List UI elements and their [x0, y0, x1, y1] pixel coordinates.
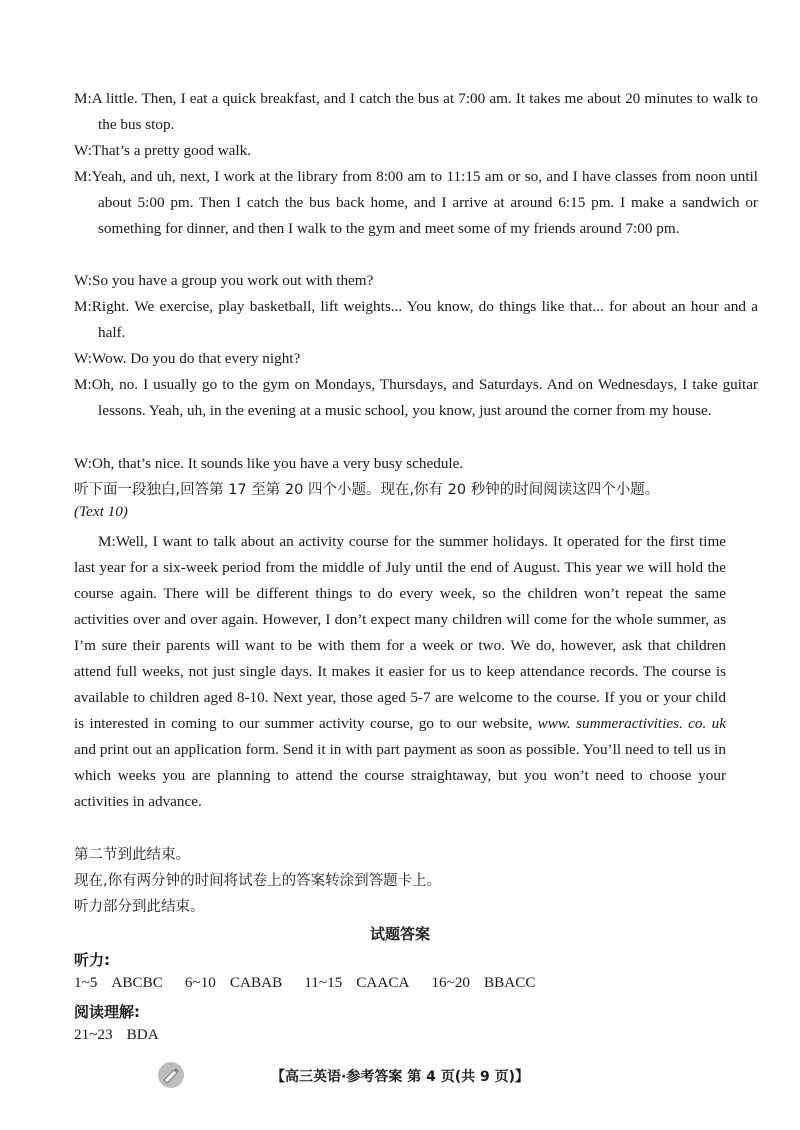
speaker-label: W: — [74, 455, 92, 472]
answer-range: 21~23 — [74, 1026, 113, 1043]
answers-title: 试题答案 — [369, 925, 430, 943]
answer-letters: CABAB — [229, 974, 283, 991]
monologue-part2: and print out an application form. Send it in with part payment as soon as possible. You’ll need to tell us in which weeks you are planning to attend the course straightaway, but you won’t need to choose your activities in advance. — [74, 741, 726, 810]
dialogue-text: Yeah, and uh, next, I work at the library from 8:00 am to 11:15 am or so, and I have classes from noon until about 5:00 pm. Then I catch the bus back home, and I arrive at around 6:15 pm. I make a sandwich or something for dinner, and then I walk to the gym and meet some of my friends around 7:00 pm. — [91, 168, 758, 237]
speaker-label: M: — [74, 376, 92, 393]
dialogue-line — [74, 268, 758, 294]
speaker-label: M: — [74, 168, 92, 185]
dialogue-line — [74, 138, 758, 164]
end-section: 第二节到此结束。 — [74, 847, 190, 863]
reading-answers — [74, 1026, 181, 1044]
answer-letters: BDA — [126, 1026, 159, 1043]
dialogue-line — [74, 294, 758, 346]
speaker-label: M: — [74, 298, 92, 315]
dialogue-line — [74, 372, 758, 424]
dialogue-line — [74, 346, 758, 372]
reading-label: 阅读理解: — [74, 1003, 140, 1021]
dialogue-text: Wow. Do you do that every night? — [92, 350, 301, 367]
dialogue-line — [74, 451, 758, 477]
listening-label: 听力: — [74, 951, 110, 969]
dialogue-text: A little. Then, I eat a quick breakfast, and I catch the bus at 7:00 am. It takes me about 20 minutes to walk to the bus stop. — [91, 90, 758, 133]
speaker-label: W: — [74, 350, 92, 367]
monologue-part1: M:Well, I want to talk about an activity course for the summer holidays. It operated for the first time last year for a six-week period from the middle of July until the end of August. This year we will hold the course again. There will be different things to do every week, so the children won’t repeat the same activities over and over again. However, I don’t expect many children will come for the whole summer, as I’m sure their parents will want to be with them for a week or two. We do, however, ask that children attend full weeks, not just single days. It makes it easier for us to keep attendance records. The course is available to children aged 8-10. Next year, those aged 5-7 are welcome to the course. If you or your child is interested in coming to our summer activity course, go to our website, — [74, 533, 726, 732]
monologue-text10 — [74, 529, 726, 815]
answer-range: 6~10 — [184, 974, 216, 991]
text10-label: (Text 10) — [74, 503, 128, 520]
dialogue-text: Oh, no. I usually go to the gym on Mondays, Thursdays, and Saturdays. And on Wednesdays, I take guitar lessons. Yeah, uh, in the evening at a music school, you know, just around the corner from my house. — [91, 376, 758, 419]
speaker-label: W: — [74, 142, 92, 159]
answer-range: 11~15 — [304, 974, 343, 991]
speaker-label: M: — [74, 90, 92, 107]
answer-letters: CAACA — [356, 974, 410, 991]
answer-range: 16~20 — [431, 974, 471, 991]
listening-answers — [74, 974, 558, 992]
dialogue-line — [74, 86, 758, 138]
instruction-17-20: 听下面一段独白,回答第 17 至第 20 四个小题。现在,你有 20 秒钟的时间阅读这四个小题。 — [74, 482, 660, 498]
speaker-label: W: — [74, 272, 92, 289]
answer-range: 1~5 — [74, 974, 98, 991]
answer-letters: BBACC — [484, 974, 536, 991]
dialogue-text: So you have a group you work out with them? — [92, 272, 374, 289]
end-listening: 听力部分到此结束。 — [74, 899, 205, 915]
dialogue-text: Oh, that’s nice. It sounds like you have a very busy schedule. — [92, 455, 464, 472]
page-footer: 【高三英语·参考答案 第 4 页(共 9 页)】 — [271, 1069, 529, 1085]
transfer-note: 现在,你有两分钟的时间将试卷上的答案转涂到答题卡上。 — [74, 873, 442, 889]
dialogue-line — [74, 164, 758, 242]
website-url: www. summeractivities. co. uk — [537, 715, 726, 732]
answer-letters: ABCBC — [111, 974, 163, 991]
dialogue-text: That’s a pretty good walk. — [92, 142, 252, 159]
dialogue-text: Right. We exercise, play basketball, lift weights... You know, do things like that... for about an hour and a half. — [91, 298, 758, 341]
